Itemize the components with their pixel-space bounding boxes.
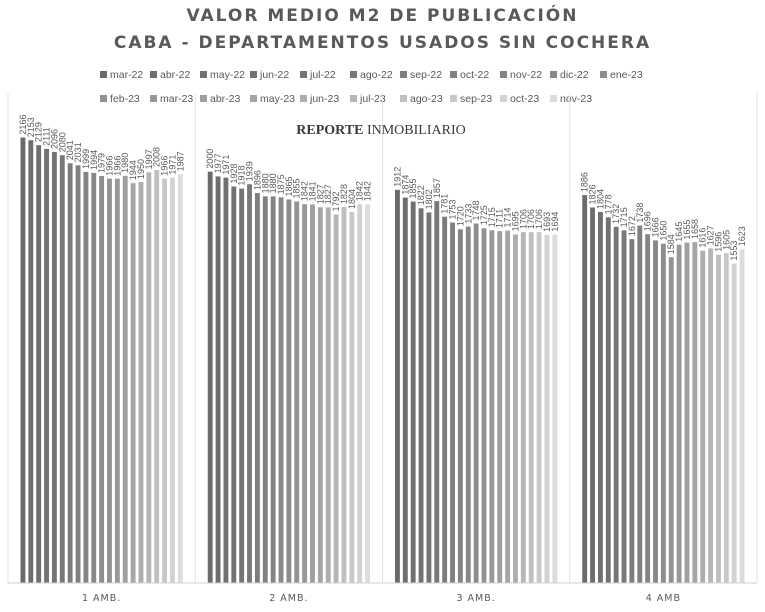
legend-label-abr-23: abr-23 [210, 93, 241, 105]
data-label: 2129 [33, 122, 44, 143]
data-label: 1627 [705, 225, 716, 246]
bar-ago-23-3 [529, 232, 534, 583]
bar-jun-23-1 [139, 182, 144, 583]
bar-ago-22-2 [247, 184, 252, 583]
bar-abr-23-1 [123, 176, 128, 583]
bar-may-23-3 [505, 231, 510, 583]
bar-feb-23-3 [482, 228, 487, 583]
legend-swatch-ago-23 [400, 95, 407, 102]
bar-jul-22-2 [239, 189, 244, 583]
bar-sep-22-1 [68, 163, 73, 583]
bar-ago-22-3 [434, 201, 439, 583]
bar-abr-22-2 [216, 176, 221, 583]
data-label: 2000 [205, 148, 216, 169]
legend-label-nov-23: nov-23 [560, 93, 593, 105]
data-label: 1748 [471, 200, 482, 221]
data-label: 2080 [57, 132, 68, 153]
data-label: 1886 [579, 172, 590, 193]
data-label: 1971 [167, 154, 178, 175]
legend-swatch-abr-23 [200, 95, 207, 102]
bar-nov-23-2 [365, 204, 370, 583]
data-label: 1950 [135, 158, 146, 179]
legend-label-ago-22: ago-22 [360, 69, 393, 81]
bar-nov-23-4 [740, 249, 745, 583]
data-label: 1738 [634, 202, 645, 223]
bar-jul-23-1 [146, 172, 151, 583]
data-label: 1650 [658, 220, 669, 241]
data-label: 1694 [549, 211, 560, 232]
legend-label-mar-22: mar-22 [110, 69, 144, 81]
data-label: 1725 [478, 205, 489, 226]
legend-swatch-oct-23 [500, 95, 507, 102]
bar-oct-23-3 [545, 235, 550, 583]
legend-swatch-oct-22 [450, 71, 457, 78]
legend-label-mar-23: mar-23 [160, 93, 194, 105]
bar-ene-23-2 [286, 199, 291, 583]
bar-nov-23-1 [178, 174, 183, 583]
bar-dic-22-4 [653, 240, 658, 583]
legend-label-jul-22: jul-22 [310, 69, 336, 81]
bar-mar-23-4 [677, 245, 682, 583]
bar-mar-22-2 [208, 172, 213, 583]
data-label: 1711 [494, 208, 505, 229]
bar-mar-22-4 [582, 195, 587, 583]
data-label: 1841 [307, 181, 318, 202]
bar-mar-23-1 [115, 179, 120, 583]
chart-title: VALOR MEDIO M2 DE PUBLICACIÓN [186, 6, 579, 26]
bar-jun-22-4 [606, 217, 611, 583]
data-label: 1714 [502, 207, 513, 228]
category-label: 3 AMB. [456, 593, 496, 604]
legend-swatch-nov-23 [550, 95, 557, 102]
legend-label-nov-22: nov-22 [510, 69, 543, 81]
bar-abr-23-3 [497, 231, 502, 583]
bar-mar-23-3 [489, 230, 494, 583]
bar-jul-22-3 [426, 212, 431, 583]
data-label: 1792 [331, 191, 342, 212]
bar-oct-23-4 [732, 264, 737, 583]
legend-swatch-may-22 [200, 71, 207, 78]
data-label: 1842 [354, 181, 365, 202]
bar-may-22-3 [411, 202, 416, 583]
data-label: 1666 [650, 217, 661, 238]
legend-swatch-ene-23 [600, 71, 607, 78]
bar-sep-23-3 [537, 232, 542, 583]
category-label: 4 AMB [645, 593, 682, 604]
legend-swatch-ago-22 [350, 71, 357, 78]
legend-swatch-nov-22 [500, 71, 507, 78]
bar-jul-23-2 [334, 214, 339, 583]
legend-swatch-jul-23 [350, 95, 357, 102]
data-label: 1804 [595, 188, 606, 209]
legend-label-sep-22: sep-22 [410, 69, 443, 81]
legend-label-sep-23: sep-23 [460, 93, 493, 105]
data-label: 1918 [236, 165, 247, 186]
data-label: 1966 [112, 155, 123, 176]
legend-label-abr-22: abr-22 [160, 69, 191, 81]
data-label: 1827 [315, 184, 326, 205]
bar-ene-23-1 [99, 176, 104, 583]
bar-oct-22-3 [450, 222, 455, 583]
plot-area [8, 93, 757, 583]
legend-swatch-jun-23 [300, 95, 307, 102]
data-label: 1896 [252, 170, 263, 191]
data-label: 1855 [291, 178, 302, 199]
bar-ago-22-1 [60, 155, 65, 583]
bar-may-22-4 [598, 212, 603, 583]
bar-oct-22-4 [637, 226, 642, 583]
legend [100, 69, 643, 105]
data-label: 1827 [323, 184, 334, 205]
data-label: 1706 [518, 209, 529, 230]
legend-label-may-23: may-23 [260, 93, 296, 105]
data-label: 1715 [486, 207, 497, 228]
legend-swatch-jul-22 [300, 71, 307, 78]
data-label: 1693 [541, 211, 552, 232]
bar-sep-22-2 [255, 193, 260, 583]
legend-swatch-abr-22 [150, 71, 157, 78]
bar-sep-23-2 [349, 212, 354, 583]
legend-swatch-may-23 [250, 95, 257, 102]
bar-dic-22-2 [279, 197, 284, 583]
data-label: 1778 [603, 194, 614, 215]
data-label: 1596 [713, 231, 724, 252]
data-label: 1826 [587, 184, 598, 205]
data-label: 1987 [175, 151, 186, 172]
watermark: REPORTE INMOBILIARIO [296, 123, 466, 138]
bar-jun-23-3 [513, 234, 518, 583]
bar-jul-22-4 [614, 227, 619, 583]
bar-nov-23-3 [552, 235, 557, 583]
category-label: 1 AMB. [81, 593, 122, 604]
bar-mar-23-2 [302, 204, 307, 583]
bar-oct-22-1 [76, 165, 81, 583]
chart-subtitle: CABA - DEPARTAMENTOS USADOS SIN COCHERA [113, 33, 652, 53]
data-label: 1874 [400, 174, 411, 195]
data-label: 1753 [447, 199, 458, 220]
data-label: 2008 [151, 147, 162, 168]
bar-abr-22-4 [590, 207, 595, 583]
category-label: 2 AMB. [269, 593, 309, 604]
data-label: 1584 [666, 234, 677, 255]
legend-label-jun-23: jun-23 [310, 93, 340, 105]
data-label: 1980 [120, 152, 131, 173]
bar-sep-22-4 [629, 239, 634, 583]
data-label: 2031 [73, 142, 84, 163]
bar-mar-22-3 [395, 190, 400, 583]
data-label: 1802 [423, 189, 434, 210]
data-label: 1720 [455, 206, 466, 227]
data-label: 1857 [431, 178, 442, 199]
bar-jun-22-3 [419, 208, 424, 583]
data-label: 1715 [619, 207, 630, 228]
bar-sep-23-4 [724, 253, 729, 583]
bar-mar-22-1 [21, 138, 26, 583]
bar-abr-22-1 [28, 140, 33, 583]
bar-feb-23-2 [294, 202, 299, 583]
legend-swatch-mar-22 [100, 71, 107, 78]
data-label: 1553 [729, 240, 740, 261]
bar-may-22-1 [36, 145, 41, 583]
data-label: 1880 [260, 173, 271, 194]
data-label: 1655 [681, 219, 692, 240]
bar-abr-23-4 [685, 243, 690, 583]
data-label: 1733 [463, 203, 474, 224]
legend-label-jun-22: jun-22 [260, 69, 290, 81]
legend-label-dic-22: dic-22 [560, 69, 589, 81]
data-label: 1804 [346, 188, 357, 209]
data-label: 1875 [276, 174, 287, 195]
data-label: 1865 [283, 176, 294, 197]
legend-swatch-sep-22 [400, 71, 407, 78]
bar-may-23-4 [692, 242, 697, 583]
bar-nov-22-2 [271, 196, 276, 583]
data-label: 1828 [338, 184, 349, 205]
data-label: 1672 [626, 216, 637, 237]
data-label: 1939 [244, 161, 255, 182]
legend-swatch-mar-23 [150, 95, 157, 102]
bar-jul-23-4 [708, 248, 713, 583]
bar-jun-22-2 [231, 187, 236, 584]
legend-label-oct-22: oct-22 [460, 69, 490, 81]
data-label: 1732 [611, 203, 622, 224]
data-label: 1822 [416, 185, 427, 206]
data-label: 1944 [128, 160, 139, 181]
data-label: 2096 [49, 128, 60, 149]
data-label: 1999 [80, 148, 91, 169]
legend-label-ago-23: ago-23 [410, 93, 443, 105]
data-label: 1706 [534, 209, 545, 230]
bar-may-23-2 [318, 207, 323, 583]
bar-sep-23-1 [162, 179, 167, 583]
data-label: 1706 [526, 209, 537, 230]
bar-jul-22-1 [52, 152, 57, 583]
bar-feb-23-4 [669, 257, 674, 583]
legend-label-oct-23: oct-23 [510, 93, 540, 105]
x-axis [8, 583, 757, 604]
data-label: 1623 [737, 226, 748, 247]
bar-jun-23-2 [326, 207, 331, 583]
bar-oct-23-1 [170, 178, 175, 583]
bar-ene-23-4 [661, 244, 666, 583]
bar-nov-22-1 [83, 172, 88, 583]
bar-dic-22-1 [91, 173, 96, 583]
data-label: 1977 [213, 153, 224, 174]
data-label: 1842 [299, 181, 310, 202]
bar-jun-23-4 [700, 251, 705, 583]
data-label: 1966 [159, 155, 170, 176]
data-label: 1605 [721, 229, 732, 250]
legend-label-feb-23: feb-23 [110, 93, 140, 105]
bar-ago-22-4 [622, 230, 627, 583]
bar-may-23-1 [131, 183, 136, 583]
data-label: 1645 [674, 221, 685, 242]
data-label: 2153 [25, 117, 36, 138]
data-label: 1781 [439, 193, 450, 214]
bar-jun-22-1 [44, 149, 49, 583]
data-label: 2111 [41, 127, 52, 146]
legend-label-may-22: may-22 [210, 69, 246, 81]
data-label: 2041 [65, 140, 76, 161]
bar-ago-23-4 [716, 255, 721, 583]
bar-ene-23-3 [474, 224, 479, 583]
data-label: 1696 [642, 211, 653, 232]
bar-abr-23-2 [310, 204, 315, 583]
legend-label-ene-23: ene-23 [610, 69, 643, 81]
legend-swatch-feb-23 [100, 95, 107, 102]
bar-ago-23-2 [342, 207, 347, 583]
data-label: 1695 [510, 211, 521, 232]
bar-nov-22-3 [458, 229, 463, 583]
data-label: 1616 [697, 227, 708, 248]
data-label: 1994 [88, 149, 99, 170]
data-label: 1855 [408, 178, 419, 199]
data-label: 1842 [362, 181, 373, 202]
data-label: 1997 [143, 149, 154, 170]
data-label: 2166 [17, 114, 28, 135]
data-label: 1966 [104, 155, 115, 176]
legend-swatch-dic-22 [550, 71, 557, 78]
bar-jul-23-3 [521, 232, 526, 583]
legend-swatch-sep-23 [450, 95, 457, 102]
bar-abr-22-3 [403, 198, 408, 583]
data-label: 1912 [392, 166, 403, 187]
data-label: 1880 [268, 173, 279, 194]
data-label: 1928 [228, 163, 239, 184]
bar-dic-22-3 [466, 227, 471, 583]
data-label: 1979 [96, 152, 107, 174]
bar-oct-22-2 [263, 196, 268, 583]
legend-label-jul-23: jul-23 [360, 93, 386, 105]
data-label: 1658 [689, 218, 700, 240]
data-label: 1971 [220, 154, 231, 175]
bar-may-22-2 [223, 178, 228, 583]
bar-ago-23-1 [154, 170, 159, 583]
bar-feb-23-1 [107, 179, 112, 583]
bar-nov-22-4 [645, 234, 650, 583]
bar-oct-23-2 [357, 204, 362, 583]
legend-swatch-jun-22 [250, 71, 257, 78]
bar-sep-22-3 [442, 217, 447, 583]
